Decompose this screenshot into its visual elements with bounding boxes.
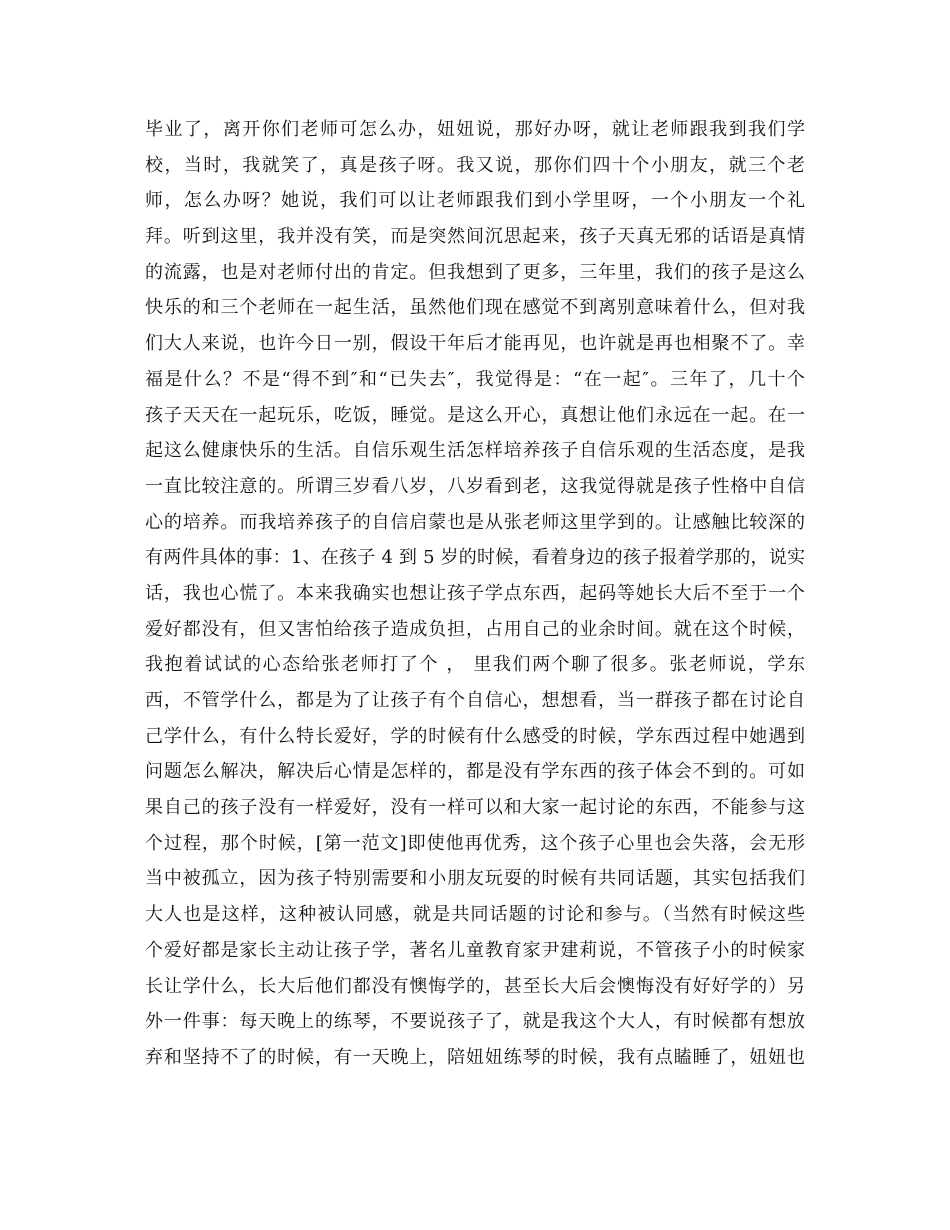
text-line: 校，当时，我就笑了，真是孩子呀。我又说，那你们四十个小朋友，就三个老 <box>145 154 805 176</box>
text-line: 问题怎么解决，解决后心情是怎样的，都是没有学东西的孩子体会不到的。可如 <box>145 761 805 783</box>
text-line: 孩子天天在一起玩乐，吃饭，睡觉。是这么开心，真想让他们永远在一起。在一 <box>145 404 805 426</box>
text-line: 我抱着试试的心态给张老师打了个 ， 里我们两个聊了很多。张老师说，学东 <box>145 654 805 676</box>
text-line: 大人也是这样，这种被认同感，就是共同话题的讨论和参与。（当然有时候这些 <box>145 904 805 926</box>
text-line: 们大人来说，也许今日一别，假设干年后才能再见，也许就是再也相聚不了。幸 <box>145 333 805 355</box>
text-line: 西，不管学什么，都是为了让孩子有个自信心，想想看，当一群孩子都在讨论自 <box>145 690 805 711</box>
text-line: 个过程，那个时候，[第一范文]即使他再优秀，这个孩子心里也会失落，会无形 <box>145 832 805 854</box>
text-line: 当中被孤立，因为孩子特别需要和小朋友玩耍的时候有共同话题，其实包括我们 <box>145 868 805 890</box>
text-line: 弃和坚持不了的时候，有一天晚上，陪妞妞练琴的时候，我有点瞌睡了，妞妞也 <box>145 1046 805 1068</box>
body-text <box>145 112 805 1076</box>
text-line: 师，怎么办呀？她说，我们可以让老师跟我们到小学里呀，一个小朋友一个礼 <box>145 190 805 212</box>
text-line: 毕业了，离开你们老师可怎么办，妞妞说，那好办呀，就让老师跟我到我们学 <box>145 119 805 140</box>
text-line: 的流露，也是对老师付出的肯定。但我想到了更多，三年里，我们的孩子是这么 <box>145 261 805 283</box>
text-line: 有两件具体的事：1、在孩子 4 到 5 岁的时候，看着身边的孩子报着学那的，说实 <box>145 547 805 569</box>
text-line: 爱好都没有，但又害怕给孩子造成负担，占用自己的业余时间。就在这个时候， <box>145 618 805 640</box>
text-line: 快乐的和三个老师在一起生活，虽然他们现在感觉不到离别意味着什么，但对我 <box>145 297 805 319</box>
text-line: 外一件事：每天晚上的练琴，不要说孩子了，就是我这个大人，有时候都有想放 <box>145 1011 805 1033</box>
text-line: 福是什么？不是“得不到″和“已失去″，我觉得是：“在一起″。三年了，几十个 <box>145 368 805 390</box>
text-line: 起这么健康快乐的生活。自信乐观生活怎样培养孩子自信乐观的生活态度，是我 <box>145 440 805 462</box>
text-line: 话，我也心慌了。本来我确实也想让孩子学点东西，起码等她长大后不至于一个 <box>145 582 805 604</box>
text-line: 心的培养。而我培养孩子的自信启蒙也是从张老师这里学到的。让感触比较深的 <box>145 511 805 533</box>
text-line: 拜。听到这里，我并没有笑，而是突然间沉思起来，孩子天真无邪的话语是真情 <box>145 226 805 248</box>
text-line: 个爱好都是家长主动让孩子学，著名儿童教育家尹建莉说，不管孩子小的时候家 <box>145 939 805 961</box>
text-line: 长让学什么，长大后他们都没有懊悔学的，甚至长大后会懊悔没有好好学的）另 <box>145 975 805 997</box>
text-line: 果自己的孩子没有一样爱好，没有一样可以和大家一起讨论的东西，不能参与这 <box>145 797 805 819</box>
text-line: 一直比较注意的。所谓三岁看八岁，八岁看到老，这我觉得就是孩子性格中自信 <box>145 475 805 497</box>
text-line: 己学什么，有什么特长爱好，学的时候有什么感受的时候，学东西过程中她遇到 <box>145 725 805 747</box>
